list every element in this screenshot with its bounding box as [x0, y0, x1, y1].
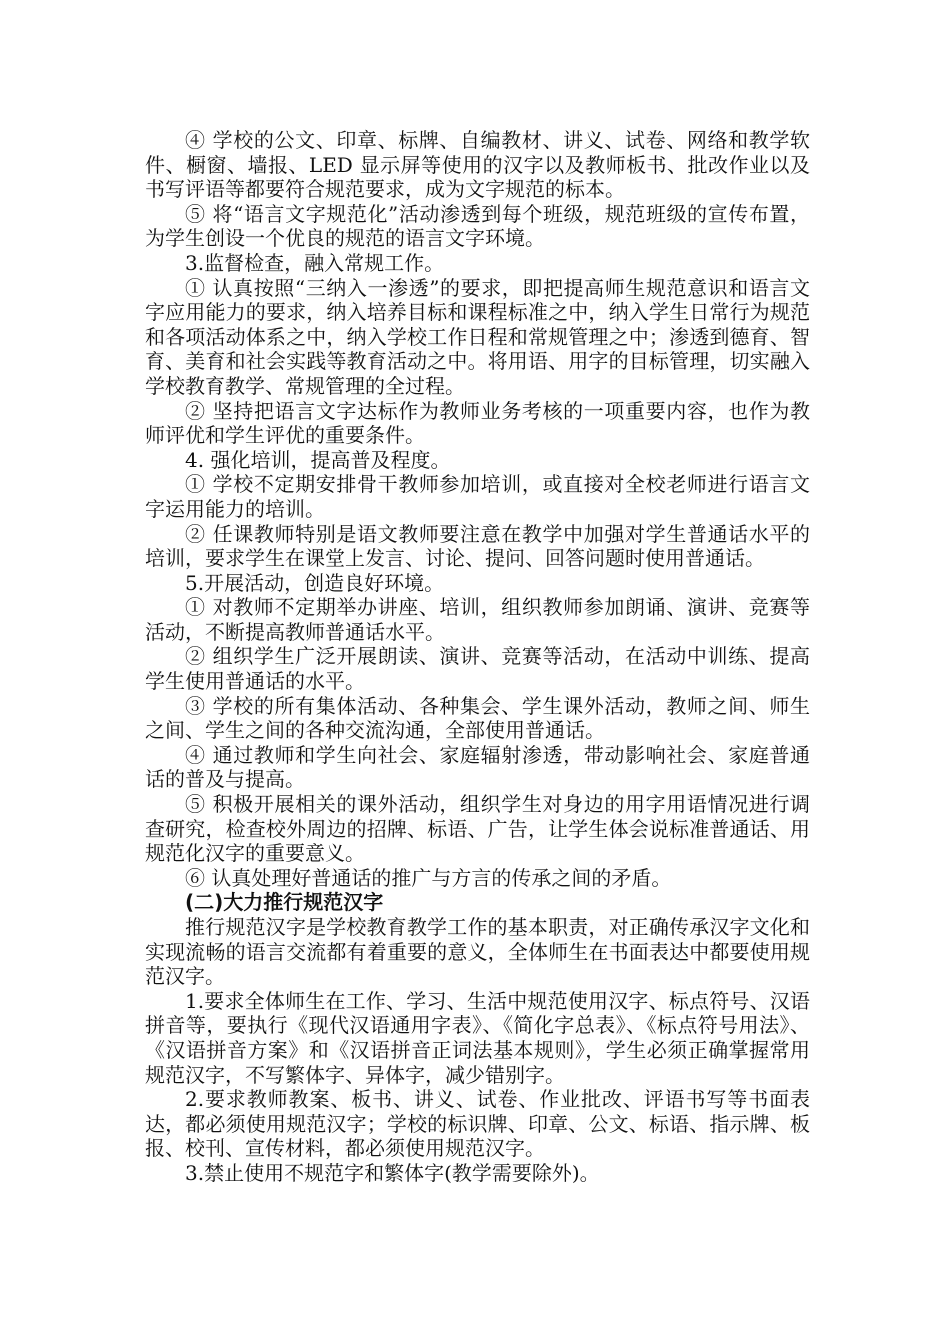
paragraph: ② 任课教师特别是语文教师要注意在教学中加强对学生普通话水平的培训，要求学生在课堂上发言、讨论、提问、回答问题时使用普通话。	[145, 521, 810, 571]
paragraph: ④ 学校的公文、印章、标牌、自编教材、讲义、试卷、网络和教学软件、橱窗、墙报、LED 显示屏等使用的汉字以及教师板书、批改作业以及书写评语等都要符合规范要求，成为文字规范的标本。	[145, 128, 810, 202]
paragraph: 3.禁止使用不规范字和繁体字(教学需要除外)。	[185, 1160, 600, 1185]
paragraph: ① 对教师不定期举办讲座、培训，组织教师参加朗诵、演讲、竞赛等活动，不断提高教师普通话水平。	[145, 595, 810, 644]
section-heading: (二)大力推行规范汉字	[185, 890, 384, 915]
section-subheading: 4. 强化培训，提高普及程度。	[185, 447, 451, 472]
paragraph: ③ 学校的所有集体活动、各种集会、学生课外活动，教师之间、师生之间、学生之间的各种交流沟通，全部使用普通话。	[145, 693, 810, 743]
paragraph: ① 认真按照“三纳入一渗透”的要求，即把提高师生规范意识和语言文字应用能力的要求，纳入培养目标和课程标准之中，纳入学生日常行为规范和各项活动体系之中，纳入学校工作日程和常规管理之中；渗透到德育、智育、美育和社会实践等教育活动之中。将用语、用字的目标管理，切实融入学校教育教学、常规管理的全过程。	[145, 275, 810, 398]
section-subheading: 3.监督检查，融入常规工作。	[185, 250, 445, 275]
paragraph: ⑤ 积极开展相关的课外活动，组织学生对身边的用字用语情况进行调查研究，检查校外周边的招牌、标语、广告，让学生体会说标准普通话、用规范化汉字的重要意义。	[145, 792, 810, 866]
paragraph: 2.要求教师教案、板书、讲义、试卷、作业批改、评语书写等书面表达，都必须使用规范汉字；学校的标识牌、印章、公文、标语、指示牌、板报、校刊、宣传材料，都必须使用规范汉字。	[145, 1087, 810, 1161]
paragraph: 1.要求全体师生在工作、学习、生活中规范使用汉字、标点符号、汉语拼音等，要执行《现代汉语通用字表》、《简化字总表》、《标点符号用法》、《汉语拼音方案》和《汉语拼音正词法基本规则》，学生必须正确掌握常用规范汉字，不写繁体字、异体字，减少错别字。	[145, 988, 810, 1087]
paragraph: ① 学校不定期安排骨干教师参加培训，或直接对全校老师进行语言文字运用能力的培训。	[145, 472, 810, 521]
document-body	[145, 128, 810, 1186]
paragraph: ② 坚持把语言文字达标作为教师业务考核的一项重要内容，也作为教师评优和学生评优的重要条件。	[145, 398, 810, 448]
section-subheading: 5.开展活动，创造良好环境。	[185, 570, 445, 595]
paragraph: ② 组织学生广泛开展朗读、演讲、竞赛等活动，在活动中训练、提高学生使用普通话的水平。	[145, 644, 810, 694]
paragraph: ⑤ 将“语言文字规范化”活动渗透到每个班级，规范班级的宣传布置，为学生创设一个优良的规范的语言文字环境。	[145, 201, 810, 251]
paragraph: ④ 通过教师和学生向社会、家庭辐射渗透，带动影响社会、家庭普通话的普及与提高。	[145, 742, 810, 792]
paragraph: 推行规范汉字是学校教育教学工作的基本职责，对正确传承汉字文化和实现流畅的语言交流都有着重要的意义，全体师生在书面表达中都要使用规范汉字。	[145, 915, 810, 989]
paragraph: ⑥ 认真处理好普通话的推广与方言的传承之间的矛盾。	[185, 865, 672, 890]
